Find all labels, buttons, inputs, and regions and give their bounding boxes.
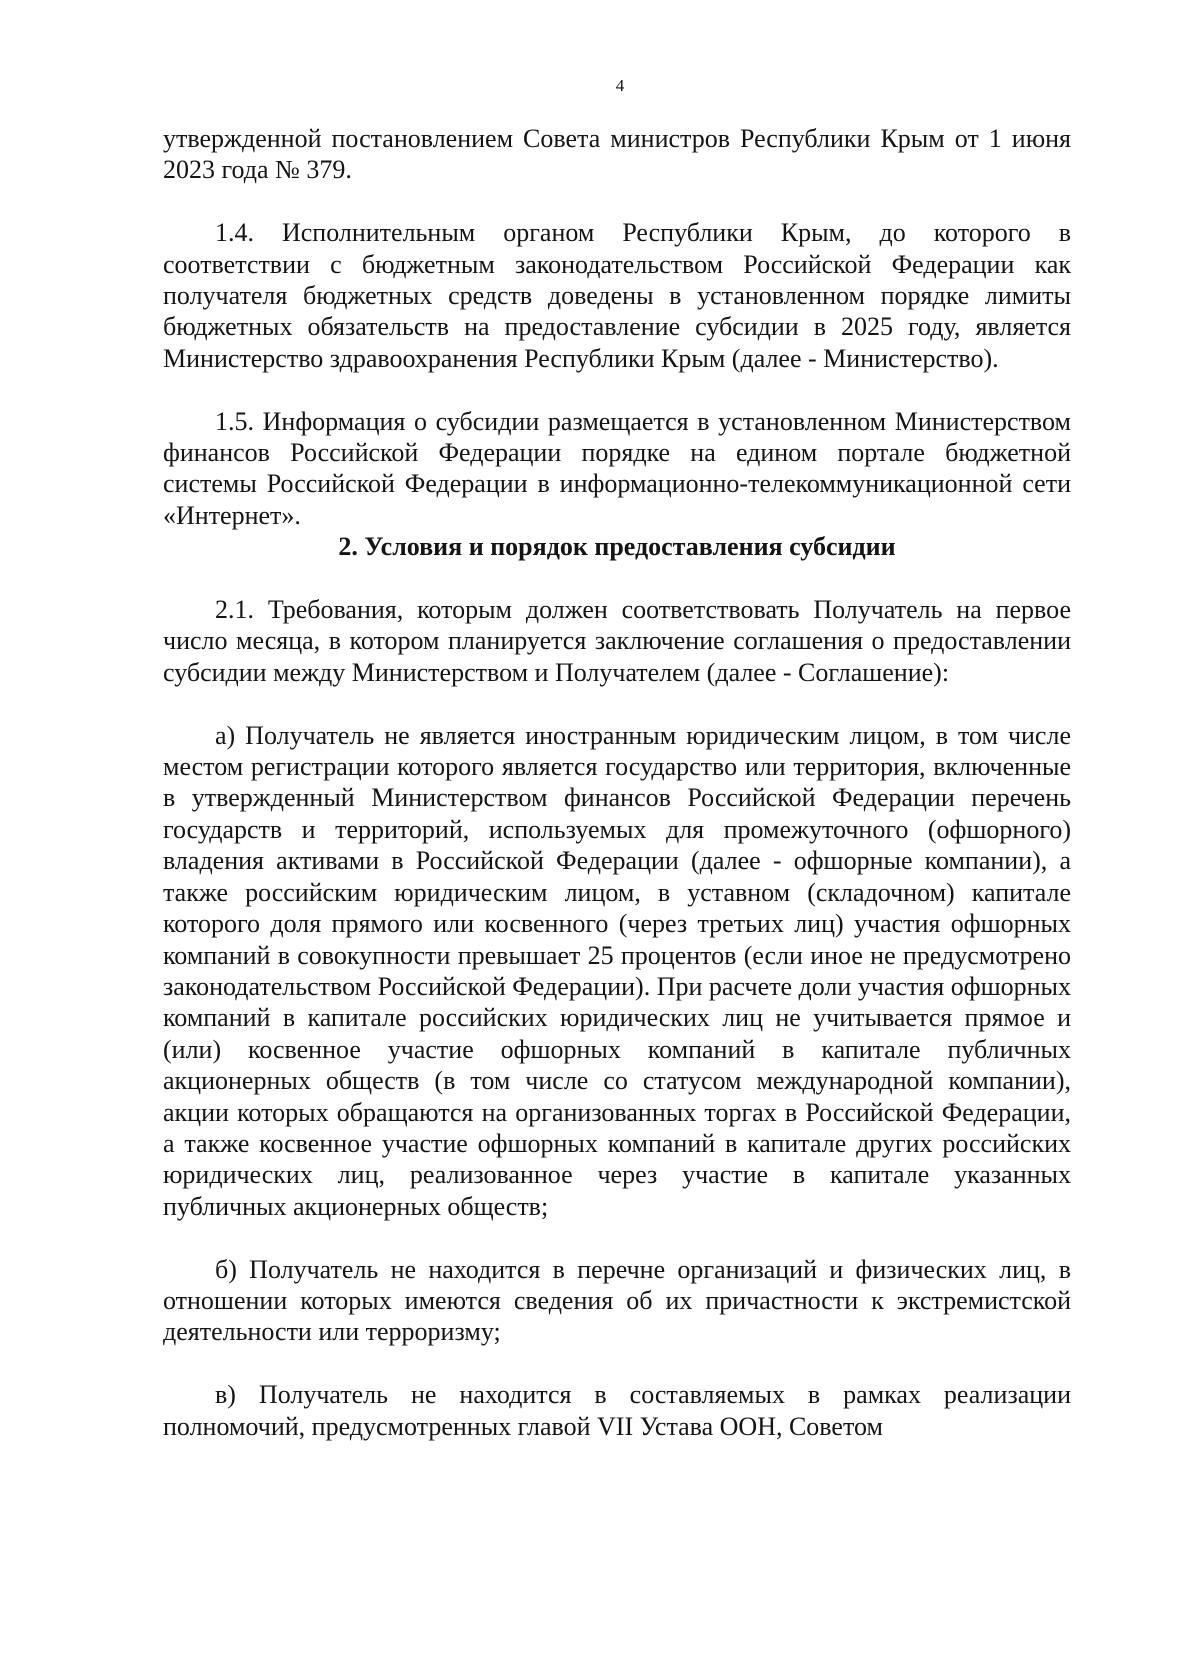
paragraph-2-1: 2.1. Требования, которым должен соответствовать Получатель на первое число месяца, в котором планируется заключение соглашения о предоставлении субсидии между Министерством и Получателем (далее - Соглашение): xyxy=(163,595,1071,687)
document-body xyxy=(163,123,1071,1442)
paragraph-b: б) Получатель не находится в перечне организаций и физических лиц, в отношении которых имеются сведения об их причастности к экстремистской деятельности или терроризму; xyxy=(163,1254,1071,1347)
page-number: 4 xyxy=(615,76,625,95)
paragraph-1-5: 1.5. Информация о субсидии размещается в установленном Министерством финансов Российской Федерации порядке на едином портале бюджетной системы Российской Федерации в информационно-телекоммуникационной сети «Интернет». xyxy=(163,406,1071,530)
paragraph-1-4: 1.4. Исполнительным органом Республики Крым, до которого в соответствии с бюджетным законодательством Российской Федерации как получателя бюджетных средств доведены в установленном порядке лимиты бюджетных обязательств на предоставление субсидии в 2025 году, является Министерство здравоохранения Республики Крым (далее - Министерство). xyxy=(163,218,1071,373)
paragraph-a: а) Получатель не является иностранным юридическим лицом, в том числе местом регистрации которого является государство или территория, включенные в утвержденный Министерством финансов Российской Федерации перечень государств и территорий, используемых для промежуточного (офшорного) владения активами в Российской Федерации (далее - офшорные компании), а также российским юридическим лицом, в уставном (складочном) капитале которого доля прямого или косвенного (через третьих лиц) участия офшорных компаний в совокупности превышает 25 процентов (если иное не предусмотрено законодательством Российской Федерации). При расчете доли участия офшорных компаний в капитале российских юридических лиц не учитывается прямое и (или) косвенное участие офшорных компаний в капитале публичных акционерных обществ (в том числе со статусом международной компании), акции которых обращаются на организованных торгах в Российской Федерации, а также косвенное участие офшорных компаний в капитале других российских юридических лиц, реализованное через участие в капитале указанных публичных акционерных обществ; xyxy=(163,720,1071,1221)
paragraph-continuation: утвержденной постановлением Совета министров Республики Крым от 1 июня 2023 года № 379. xyxy=(163,124,1071,185)
paragraph-v: в) Получатель не находится в составляемых в рамках реализации полномочий, предусмотренных главой VII Устава ООН, Советом xyxy=(163,1380,1071,1441)
section-2-heading: 2. Условия и порядок предоставления субсидии xyxy=(338,532,896,562)
